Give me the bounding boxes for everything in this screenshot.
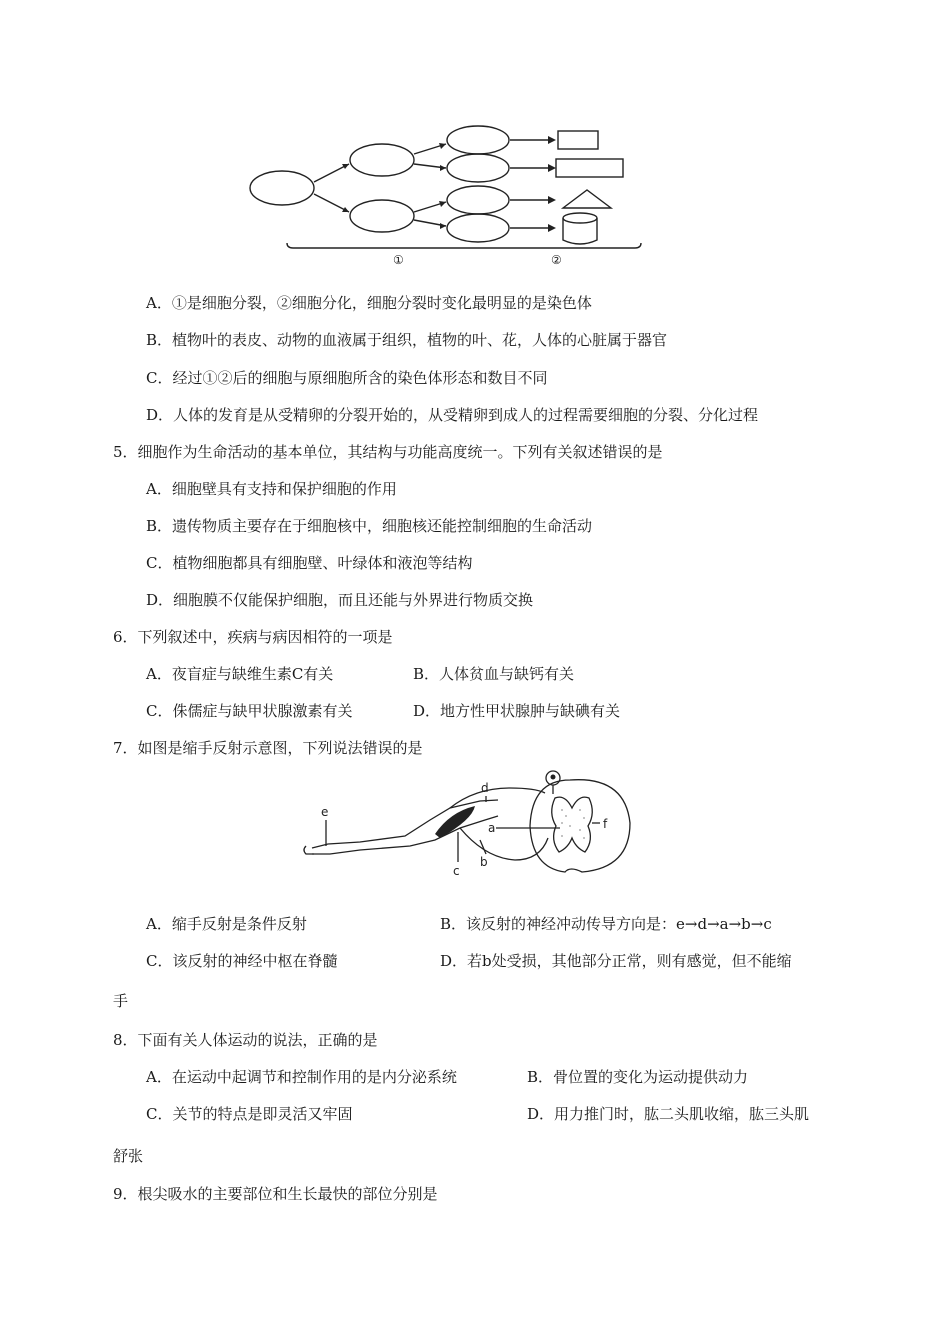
reflex-arc-diagram <box>300 768 645 880</box>
brace-label-1: ① <box>393 253 404 267</box>
hand <box>304 846 314 854</box>
q7-stem: 7．如图是缩手反射示意图，下列说法错误的是 <box>113 739 423 757</box>
cell-division-diagram <box>245 118 645 273</box>
q5-option-a: A．细胞壁具有支持和保护细胞的作用 <box>146 480 397 498</box>
q6-option-d: D．地方性甲状腺肿与缺碘有关 <box>413 702 621 720</box>
q8-option-a: A．在运动中起调节和控制作用的是内分泌系统 <box>146 1068 457 1086</box>
gray-matter <box>552 797 593 852</box>
brace-label-2: ② <box>551 253 562 267</box>
cell-upper <box>350 144 414 176</box>
tissue-shape-triangle <box>563 190 611 208</box>
cell-ul-2 <box>447 154 509 182</box>
q4-option-b: B．植物叶的表皮、动物的血液属于组织，植物的叶、花，人体的心脏属于器官 <box>146 331 668 349</box>
cell-ll-1 <box>447 186 509 214</box>
q8-option-c: C．关节的特点是即灵活又牢固 <box>146 1105 353 1123</box>
q6-stem: 6．下列叙述中，疾病与病因相符的一项是 <box>113 628 393 646</box>
motor-nerve <box>460 828 548 860</box>
q8-option-d-continued: 舒张 <box>113 1147 144 1165</box>
q5-option-c: C．植物细胞都具有细胞壁、叶绿体和液泡等结构 <box>146 554 473 572</box>
cell-ul-1 <box>447 126 509 154</box>
q6-option-a: A．夜盲症与缺维生素C有关 <box>146 665 334 683</box>
q7-option-d: D．若b处受损，其他部分正常，则有感觉，但不能缩 <box>440 952 792 970</box>
q6-option-c: C．侏儒症与缺甲状腺激素有关 <box>146 702 353 720</box>
q5-stem: 5．细胞作为生命活动的基本单位，其结构与功能高度统一。下列有关叙述错误的是 <box>113 443 663 461</box>
tissue-shape-rect <box>558 131 598 149</box>
q6-option-b: B．人体贫血与缺钙有关 <box>413 665 575 683</box>
q5-option-d: D．细胞膜不仅能保护细胞，而且还能与外界进行物质交换 <box>146 591 534 609</box>
label-d: d <box>481 781 489 795</box>
tissue-shape-wide-rect <box>556 159 623 177</box>
label-c: c <box>453 864 460 878</box>
label-f: f <box>603 817 608 831</box>
q4-option-c: C．经过①②后的细胞与原细胞所含的染色体形态和数目不同 <box>146 369 548 387</box>
q7-option-d-continued: 手 <box>113 992 129 1010</box>
q7-option-a: A．缩手反射是条件反射 <box>146 915 307 933</box>
q8-option-d: D．用力推门时，肱二头肌收缩，肱三头肌 <box>527 1105 810 1123</box>
q4-option-d: D．人体的发育是从受精卵的分裂开始的，从受精卵到成人的过程需要细胞的分裂、分化过程 <box>146 406 759 424</box>
biceps-muscle <box>435 806 475 838</box>
origin-cell <box>250 171 314 205</box>
arm-outline <box>312 800 498 848</box>
q4-option-a: A．①是细胞分裂，②细胞分化，细胞分裂时变化最明显的是染色体 <box>146 294 592 312</box>
cell-ll-2 <box>447 214 509 242</box>
q9-stem: 9．根尖吸水的主要部位和生长最快的部位分别是 <box>113 1185 438 1203</box>
q7-option-c: C．该反射的神经中枢在脊髓 <box>146 952 338 970</box>
cell-lower <box>350 200 414 232</box>
label-e: e <box>321 805 329 819</box>
q7-option-b: B．该反射的神经冲动传导方向是：e→d→a→b→c <box>440 915 772 933</box>
q5-option-b: B．遗传物质主要存在于细胞核中，细胞核还能控制细胞的生命活动 <box>146 517 593 535</box>
q8-stem: 8．下面有关人体运动的说法，正确的是 <box>113 1031 378 1049</box>
label-a: a <box>488 821 496 835</box>
spinal-cord <box>530 780 630 872</box>
q8-option-b: B．骨位置的变化为运动提供动力 <box>527 1068 749 1086</box>
label-b: b <box>480 855 488 869</box>
